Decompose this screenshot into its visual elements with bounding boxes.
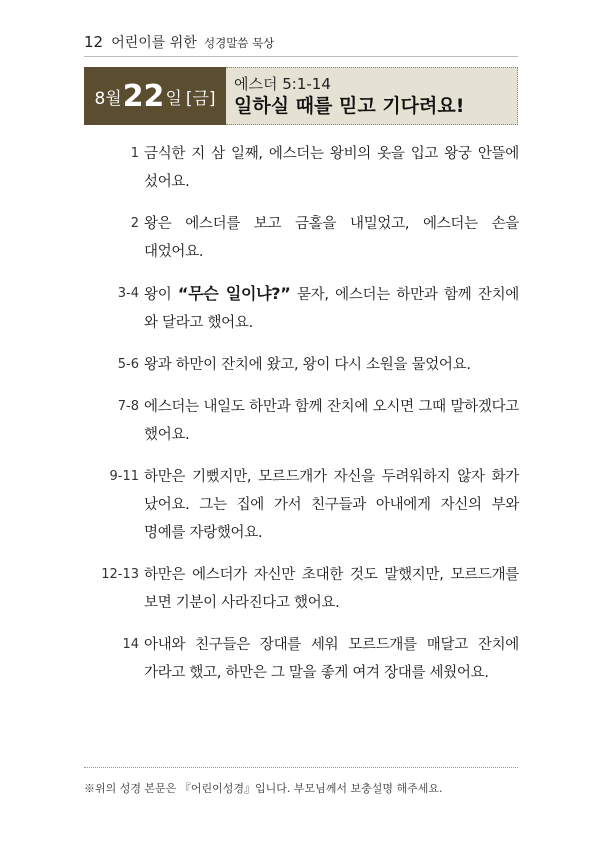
verse-text: 금식한 지 삼 일째, 에스더는 왕비의 옷을 입고 왕궁 안뜰에 섰어요. <box>144 146 519 190</box>
header-divider <box>84 56 518 57</box>
verse-number: 3-4 <box>117 286 139 301</box>
verse-item <box>96 351 519 379</box>
weekday: [금] <box>185 88 216 109</box>
verse-number: 9-11 <box>109 469 139 484</box>
verse-number: 2 <box>130 216 139 231</box>
verse-number: 7-8 <box>117 399 139 414</box>
verse-text: 하만은 기뻤지만, 모르드개가 자신을 두려워하지 않자 화가 났어요. 그는 집에 가서 친구들과 아내에게 자신의 부와 명예를 자랑했어요. <box>144 469 519 541</box>
verse-text: 하만은 에스더가 자신만 초대한 것도 말했지만, 모르드개를 보면 기분이 사라진다고 했어요. <box>144 567 519 611</box>
date-banner <box>84 67 518 125</box>
quoted-speech: “무슨 일이냐?” <box>177 284 291 303</box>
verse-text: 왕은 에스더를 보고 금홀을 내밀었고, 에스더는 손을 대었어요. <box>144 216 519 260</box>
month: 8월 <box>94 88 122 109</box>
verse-number: 5-6 <box>117 357 139 372</box>
verse-item <box>96 561 519 617</box>
verse-text: 왕과 하만이 잔치에 왔고, 왕이 다시 소원을 물었어요. <box>144 357 471 373</box>
verse-text: 아내와 친구들은 장대를 세워 모르드개를 매달고 잔치에 가라고 했고, 하만은 그 말을 좋게 여겨 장대를 세웠어요. <box>144 637 519 681</box>
page-number: 12 <box>84 33 104 51</box>
verse-item <box>96 393 519 449</box>
verse-text: 에스더는 내일도 하만과 함께 잔치에 오시면 그때 말하겠다고 했어요. <box>144 399 519 443</box>
book-title: 어린이를 위한 <box>111 35 197 51</box>
title-box <box>226 67 518 125</box>
verse-item <box>96 280 519 337</box>
verse-item <box>96 463 519 547</box>
verse-text <box>144 280 519 337</box>
day-suffix: 일 <box>165 88 182 109</box>
verse-item <box>96 631 519 687</box>
verse-number: 14 <box>122 637 139 652</box>
book-subtitle: 성경말씀 묵상 <box>203 36 275 50</box>
devotion-title: 일하실 때를 믿고 기다려요! <box>234 94 465 117</box>
verse-number: 12-13 <box>101 567 139 582</box>
verse-text-pre: 왕이 <box>144 287 178 303</box>
scripture-reference: 에스더 5:1-14 <box>234 74 331 93</box>
verse-number: 1 <box>130 146 139 161</box>
footnote: ※위의 성경 본문은 『어린이성경』입니다. 부모님께서 보충설명 해주세요. <box>84 782 443 795</box>
verse-item <box>96 140 519 196</box>
footnote-divider <box>84 767 518 768</box>
verse-item <box>96 210 519 266</box>
date-box <box>84 67 226 125</box>
verse-list <box>96 140 519 701</box>
running-header <box>84 32 274 52</box>
verse-text-post: 묻자, 에스더는 하만과 함께 잔치에 와 달라고 했어요. <box>144 287 519 331</box>
day: 22 <box>122 78 165 114</box>
